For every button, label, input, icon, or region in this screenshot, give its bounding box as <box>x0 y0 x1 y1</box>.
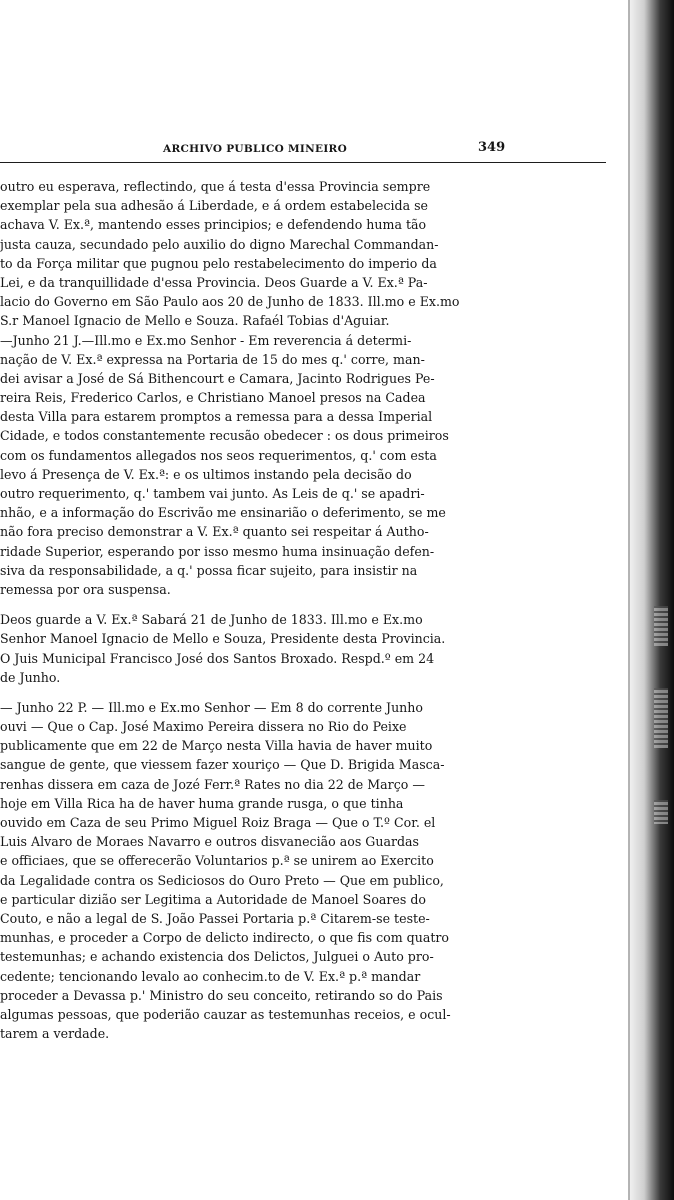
paragraph-gap <box>0 687 497 698</box>
text-line: achava V. Ex.ª, mantendo esses principios; e defendendo huma tão <box>0 217 427 233</box>
text-line: Cidade, e todos constantemente recusão obedecer : os dous primeiros <box>0 428 449 444</box>
text-line: Luis Alvaro de Moraes Navarro e outros disvanecião aos Guardas <box>0 834 420 850</box>
text-line: nhão, e a informação do Escrivão me ensinarião o deferimento, se me <box>0 505 446 521</box>
text-line: renhas dissera em caza de Jozé Ferr.ª Rates no dia 22 de Março — <box>0 776 425 792</box>
text-line: exemplar pela sua adhesão á Liberdade, e á ordem estabelecida se <box>0 198 429 214</box>
text-line: outro eu esperava, reflectindo, que á testa d'essa Provincia sempre <box>0 179 431 194</box>
text-line: de Junho. <box>0 669 61 685</box>
text-line: munhas, e proceder a Corpo de delicto indirecto, o que fis com quatro <box>0 930 450 946</box>
text-line: ouvi — Que o Cap. José Maximo Pereira dissera no Rio do Peixe <box>0 719 407 735</box>
text-line: justa cauza, secundado pelo auxilio do digno Marechal Commandan- <box>0 236 439 252</box>
paragraph <box>0 698 497 1043</box>
edge-stain <box>654 606 668 646</box>
text-line: tarem a verdade. <box>0 1026 110 1042</box>
text-line: algumas pessoas, que poderião cauzar as testemunhas receios, e ocul- <box>0 1006 451 1022</box>
text-line: e particular dizião ser Legitima a Autoridade de Manoel Soares do <box>0 891 426 907</box>
text-line: cedente; tencionando levalo ao conhecim.to de V. Ex.ª p.ª mandar <box>0 968 421 984</box>
text-line: siva da responsabilidade, a q.' possa ficar sujeito, para insistir na <box>0 562 418 578</box>
page-header <box>0 140 612 160</box>
text-line: não fora preciso demonstrar a V. Ex.ª quanto sei respeitar á Autho- <box>0 524 429 540</box>
text-line: remessa por ora suspensa. <box>0 581 171 597</box>
text-line: proceder a Devassa p.' Ministro do seu conceito, retirando so do Pais <box>0 987 443 1003</box>
text-line: desta Villa para estarem promptos a remessa para a dessa Imperial <box>0 409 433 425</box>
text-line: Lei, e da tranquillidade d'essa Provincia. Deos Guarde a V. Ex.ª Pa- <box>0 274 428 290</box>
paragraph <box>0 331 497 600</box>
page-edge-line <box>628 0 630 1200</box>
text-line: reira Reis, Frederico Carlos, e Christiano Manoel presos na Cadea <box>0 390 426 406</box>
text-line: Deos guarde a V. Ex.ª Sabará 21 de Junho de 1833. Ill.mo e Ex.mo <box>0 612 423 628</box>
text-line: O Juis Municipal Francisco José dos Santos Broxado. Respd.º em 24 <box>0 650 435 666</box>
text-line: Senhor Manoel Ignacio de Mello e Souza, Presidente desta Provincia. <box>0 631 446 647</box>
text-line: ridade Superior, esperando por isso mesmo huma insinuação defen- <box>0 543 435 559</box>
text-line: hoje em Villa Rica ha de haver huma grande rusga, o que tinha <box>0 795 404 811</box>
page-gutter-shadow <box>628 0 674 1200</box>
text-line: outro requerimento, q.' tambem vai junto. As Leis de q.' se apadri- <box>0 486 425 501</box>
text-line: levo á Presença de V. Ex.ª: e os ultimos instando pela decisão do <box>0 466 412 482</box>
edge-stain <box>654 800 668 824</box>
text-line: publicamente que em 22 de Março nesta Villa havia de haver muito <box>0 738 433 754</box>
text-line: da Legalidade contra os Sediciosos do Ouro Preto — Que em publico, <box>0 872 444 888</box>
text-line: to da Força militar que pugnou pelo restabelecimento do imperio da <box>0 255 437 271</box>
text-line: ouvido em Caza de seu Primo Miguel Roiz Braga — Que o T.º Cor. el <box>0 815 436 830</box>
paragraph-gap <box>0 599 497 610</box>
text-line: lacio do Governo em São Paulo aos 20 de Junho de 1833. Ill.mo e Ex.mo <box>0 294 460 310</box>
edge-stain <box>654 688 668 748</box>
document-body <box>0 177 497 1043</box>
running-title: ARCHIVO PUBLICO MINEIRO <box>163 143 348 155</box>
text-line: nação de V. Ex.ª expressa na Portaria de 15 do mes q.' corre, man- <box>0 351 425 367</box>
text-line: e officiaes, que se offerecerão Voluntarios p.ª se unirem ao Exercito <box>0 853 434 869</box>
text-line: — Junho 22 P. — Ill.mo e Ex.mo Senhor — Em 8 do corrente Junho <box>0 699 423 715</box>
paragraph <box>0 610 497 687</box>
text-line: com os fundamentos allegados nos seos requerimentos, q.' com esta <box>0 447 437 463</box>
paragraph <box>0 177 497 331</box>
text-line: S.r Manoel Ignacio de Mello e Souza. Rafaél Tobias d'Aguiar. <box>0 313 390 329</box>
page-number: 349 <box>478 140 506 155</box>
header-rule <box>0 162 606 163</box>
text-line: —Junho 21 J.—Ill.mo e Ex.mo Senhor - Em reverencia á determi- <box>0 332 412 348</box>
text-line: testemunhas; e achando existencia dos Delictos, Julguei o Auto pro- <box>0 949 434 965</box>
text-line: Couto, e não a legal de S. João Passei Portaria p.ª Citarem-se teste- <box>0 910 430 926</box>
text-line: sangue de gente, que viessem fazer xouriço — Que D. Brigida Masca- <box>0 757 445 773</box>
text-line: dei avisar a José de Sá Bithencourt e Camara, Jacinto Rodrigues Pe- <box>0 370 435 386</box>
